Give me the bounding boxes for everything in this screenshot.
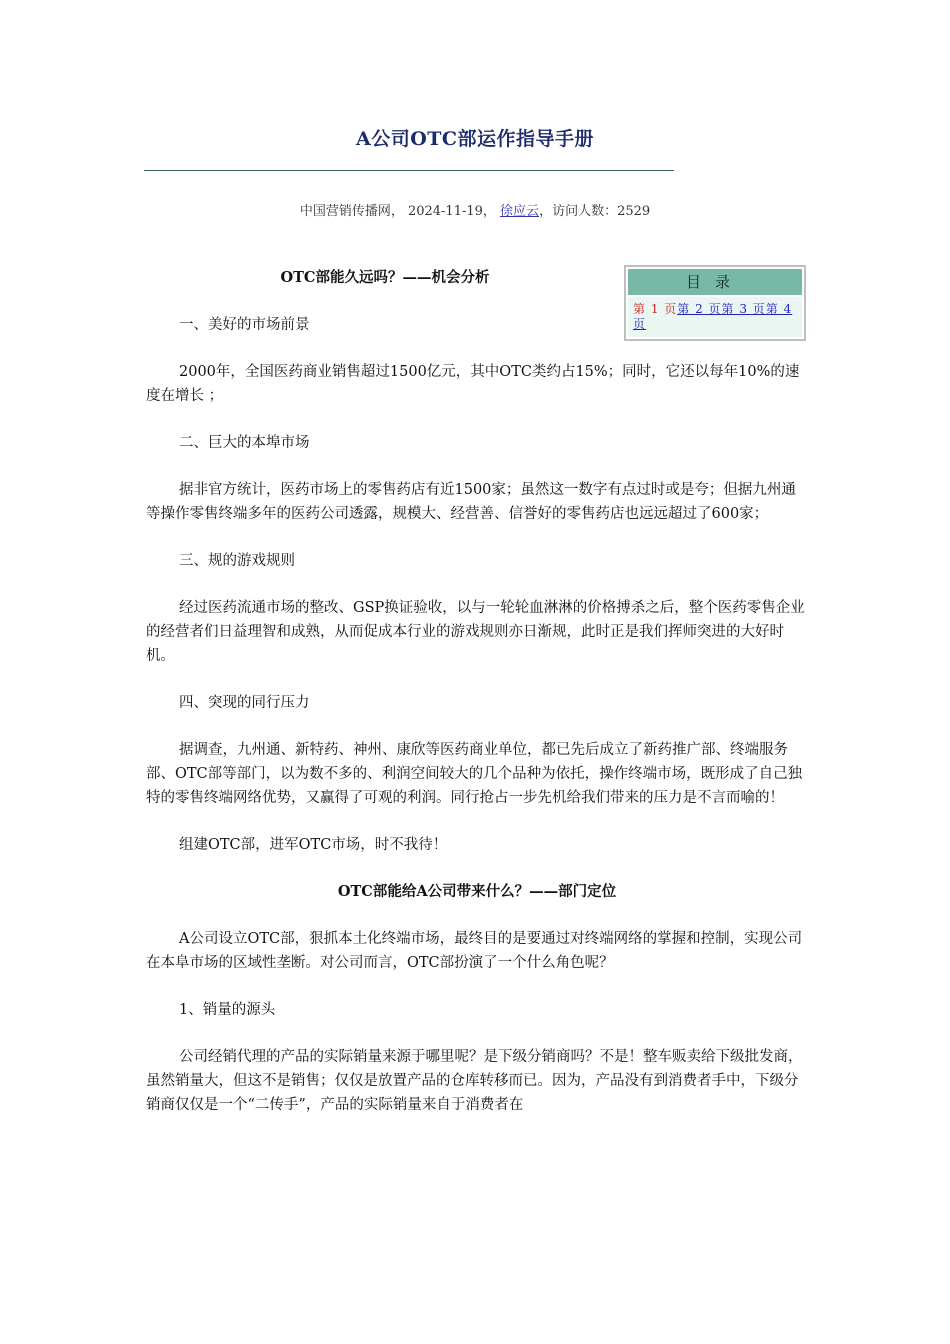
section-2-paragraph-2: 公司经销代理的产品的实际销量来源于哪里呢？是下级分销商吗？不是！整车贩卖给下级批发商，虽然销量大，但这不是销售；仅仅是放置产品的仓库转移而已。因为，产品没有到消费者手中，下级分销商仅仅是一个“二传手”，产品的实际销量来自于消费者在: [146, 1049, 803, 1113]
toc-current-page: 第 1 页: [633, 302, 678, 316]
meta-source-date: 中国营销传播网， 2024-11-19，: [299, 204, 501, 219]
section-1-paragraph-2: 据非官方统计，医药市场上的零售药店有近1500家；虽然这一数字有点过时或是夸；但据九州通等操作零售终端多年的医药公司透露，规模大、经营善、信誉好的零售药店也远远超过了600家；: [146, 482, 796, 522]
meta-visitors: ，访问人数：2529: [539, 204, 651, 219]
author-link[interactable]: 徐应云: [500, 204, 540, 219]
section-1-paragraph-5: 组建OTC部，进军OTC市场，时不我待！: [179, 837, 448, 853]
section-1-heading: OTC部能久远吗？——机会分析: [280, 269, 490, 286]
title-divider: [144, 170, 674, 171]
section-1-subheading-1: 一、美好的市场前景: [179, 317, 310, 333]
section-1-paragraph-4: 据调查，九州通、新特药、神州、康欣等医药商业单位，都已先后成立了新药推广部、终端服务部、OTC部等部门，以为数不多的、利润空间较大的几个品种为依托，操作终端市场，既形成了自己独特的零售终端网络优势，又赢得了可观的利润。同行抢占一步先机给我们带来的压力是不言而喻的！: [146, 742, 803, 806]
section-2-paragraph-1: A公司设立OTC部，狠抓本土化终端市场，最终目的是要通过对终端网络的掌握和控制，实现公司在本阜市场的区域性垄断。对公司而言，OTC部扮演了一个什么角色呢？: [146, 931, 803, 971]
toc-link-page-4[interactable]: 第 4 页: [633, 302, 793, 331]
section-1-subheading-4: 四、突现的同行压力: [179, 695, 310, 711]
toc-header: 目录: [628, 269, 802, 295]
section-1-paragraph-3: 经过医药流通市场的整改、GSP换证验收，以与一轮轮血淋淋的价格搏杀之后，整个医药零售企业的经营者们日益理智和成熟，从而促成本行业的游戏规则亦日渐规，此时正是我们挥师突进的大好时机。: [146, 600, 805, 664]
section-2-heading: OTC部能给A公司带来什么？——部门定位: [337, 883, 617, 900]
article-title: A公司OTC部运作指导手册: [355, 128, 595, 150]
section-1-subheading-2: 二、巨大的本埠市场: [179, 435, 310, 451]
section-1-subheading-3: 三、规的游戏规则: [179, 553, 295, 569]
article-body: [146, 266, 808, 1117]
section-2-subheading-1: 1、销量的源头: [179, 1002, 276, 1018]
toc-link-page-3[interactable]: 第 3 页: [721, 302, 766, 316]
toc-link-page-2[interactable]: 第 2 页: [677, 302, 722, 316]
section-1-paragraph-1: 2000年，全国医药商业销售超过1500亿元，其中OTC类约占15%；同时，它还以每年10%的速度在增长 ；: [146, 364, 800, 404]
article-meta: [0, 200, 950, 219]
